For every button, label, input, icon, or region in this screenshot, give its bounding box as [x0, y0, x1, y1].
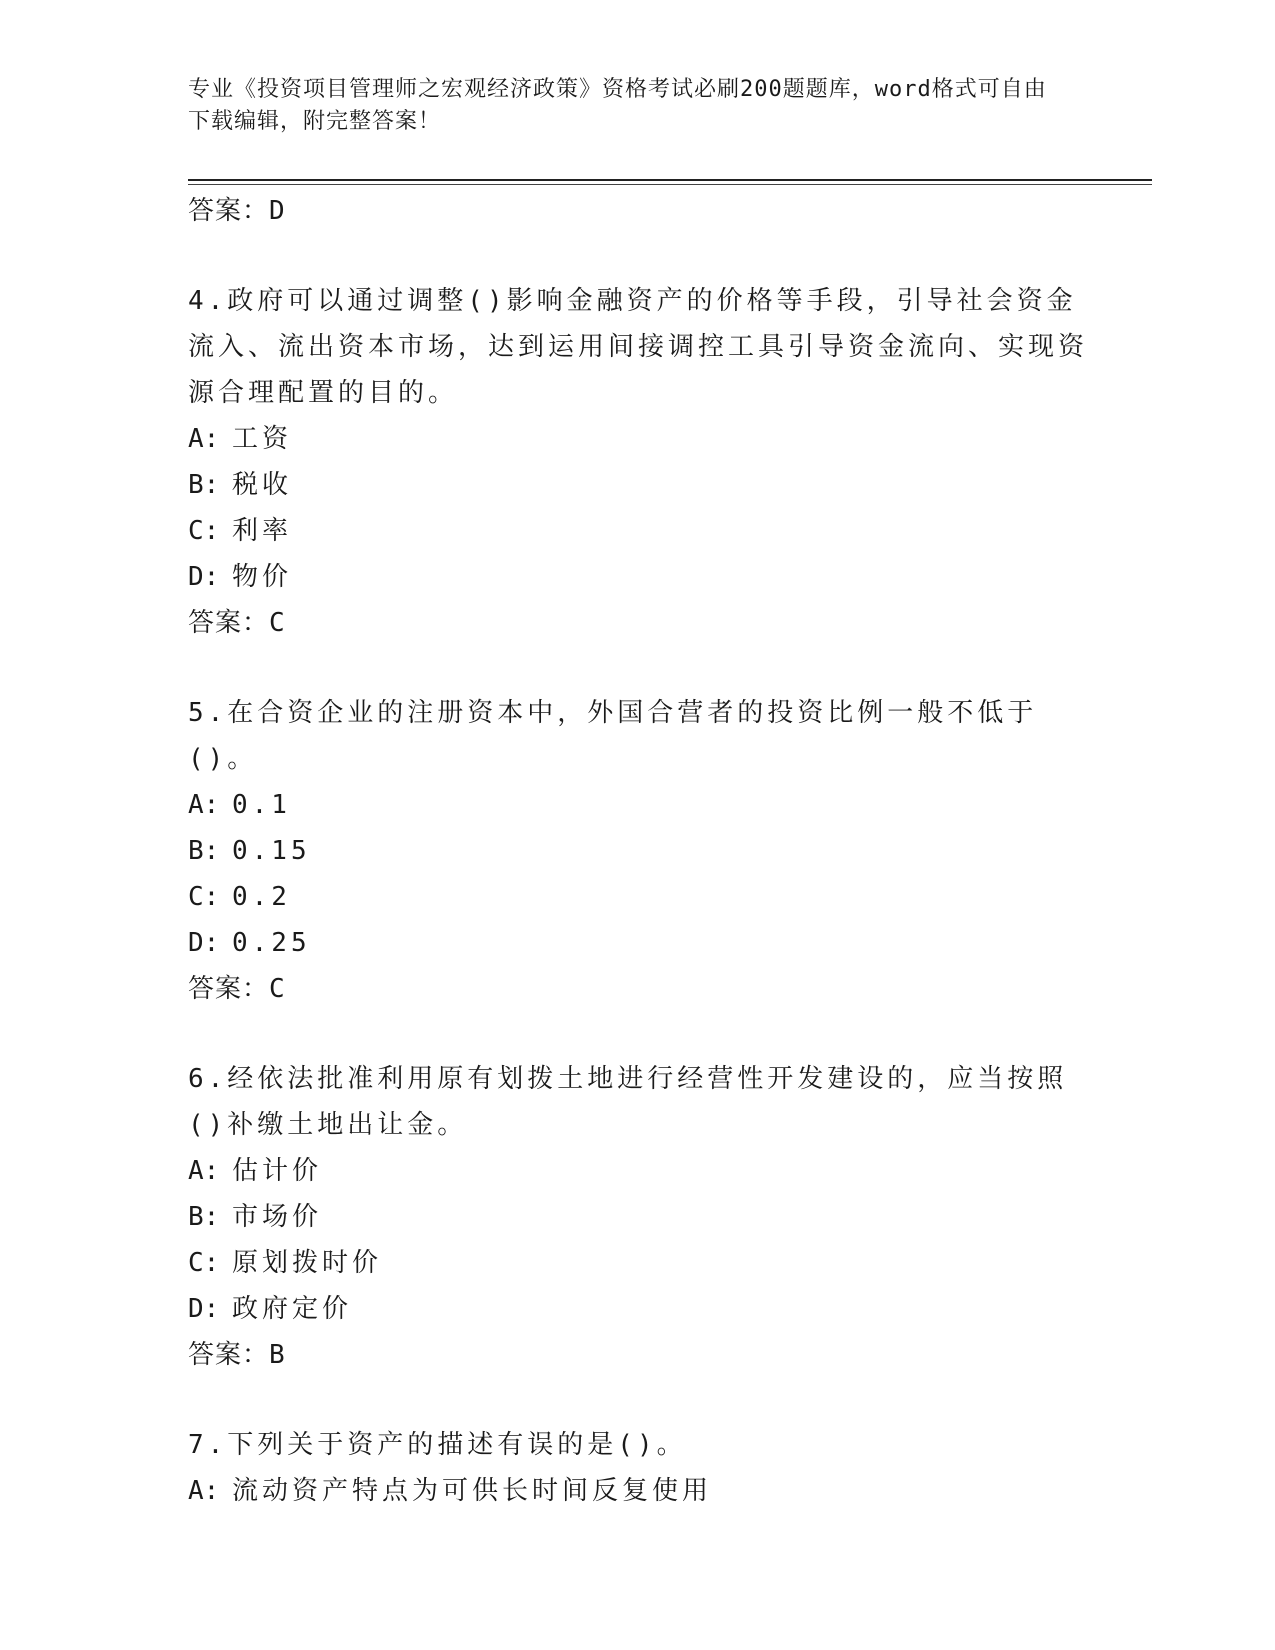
option-key: D: — [188, 1294, 220, 1324]
option-text: 0.2 — [232, 882, 291, 912]
answer-value: C — [269, 974, 286, 1004]
answer-line — [188, 966, 1088, 1012]
answer-label: 答案： — [188, 974, 270, 1004]
option-text: 市场价 — [232, 1202, 323, 1232]
answer-line — [188, 1332, 1088, 1378]
option-key: D: — [188, 928, 220, 958]
option-key: B: — [188, 470, 220, 500]
option-text: 利率 — [232, 516, 293, 546]
option-text: 流动资产特点为可供长时间反复使用 — [232, 1476, 713, 1506]
option-key: A: — [188, 1156, 220, 1186]
option-text: 物价 — [232, 562, 293, 592]
option-key: B: — [188, 836, 220, 866]
option-key: C: — [188, 516, 220, 546]
answer-line — [188, 600, 1088, 646]
question-text: 6.经依法批准利用原有划拨土地进行经营性开发建设的，应当按照()补缴土地出让金。 — [188, 1064, 1068, 1140]
header-divider-thin — [188, 184, 1152, 185]
option-key: A: — [188, 1476, 220, 1506]
question-list — [188, 188, 1088, 1514]
document-header: 专业《投资项目管理师之宏观经济政策》资格考试必刷200题题库，word格式可自由下载编辑，附完整答案！ — [188, 77, 1047, 134]
option-b — [188, 828, 1088, 874]
option-text: 税收 — [232, 470, 293, 500]
answer-value: D — [269, 196, 286, 226]
option-key: C: — [188, 882, 220, 912]
option-key: C: — [188, 1248, 220, 1278]
option-d — [188, 920, 1088, 966]
option-text: 政府定价 — [232, 1294, 353, 1324]
answer-line — [188, 188, 1088, 234]
option-c — [188, 1240, 1088, 1286]
option-key: A: — [188, 790, 220, 820]
answer-label: 答案： — [188, 1340, 270, 1370]
option-b — [188, 1194, 1088, 1240]
option-d — [188, 554, 1088, 600]
option-c — [188, 874, 1088, 920]
option-text: 0.15 — [232, 836, 311, 866]
option-key: A: — [188, 424, 220, 454]
question-text: 5.在合资企业的注册资本中，外国合营者的投资比例一般不低于()。 — [188, 698, 1038, 774]
option-text: 0.25 — [232, 928, 311, 958]
option-d — [188, 1286, 1088, 1332]
option-text: 原划拨时价 — [232, 1248, 383, 1278]
question-text: 7.下列关于资产的描述有误的是()。 — [188, 1430, 687, 1460]
option-text: 估计价 — [232, 1156, 323, 1186]
answer-label: 答案： — [188, 196, 270, 226]
header-divider-thick — [188, 179, 1152, 181]
option-text: 0.1 — [232, 790, 291, 820]
answer-value: B — [269, 1340, 286, 1370]
option-key: B: — [188, 1202, 220, 1232]
option-key: D: — [188, 562, 220, 592]
answer-label: 答案： — [188, 608, 270, 638]
option-text: 工资 — [232, 424, 293, 454]
option-a — [188, 1148, 1088, 1194]
option-c — [188, 508, 1088, 554]
answer-value: C — [269, 608, 286, 638]
option-a — [188, 416, 1088, 462]
option-b — [188, 462, 1088, 508]
question-text: 4.政府可以通过调整()影响金融资产的价格等手段，引导社会资金流入、流出资本市场，达到运用间接调控工具引导资金流向、实现资源合理配置的目的。 — [188, 286, 1089, 408]
option-a — [188, 782, 1088, 828]
option-a — [188, 1468, 1088, 1514]
